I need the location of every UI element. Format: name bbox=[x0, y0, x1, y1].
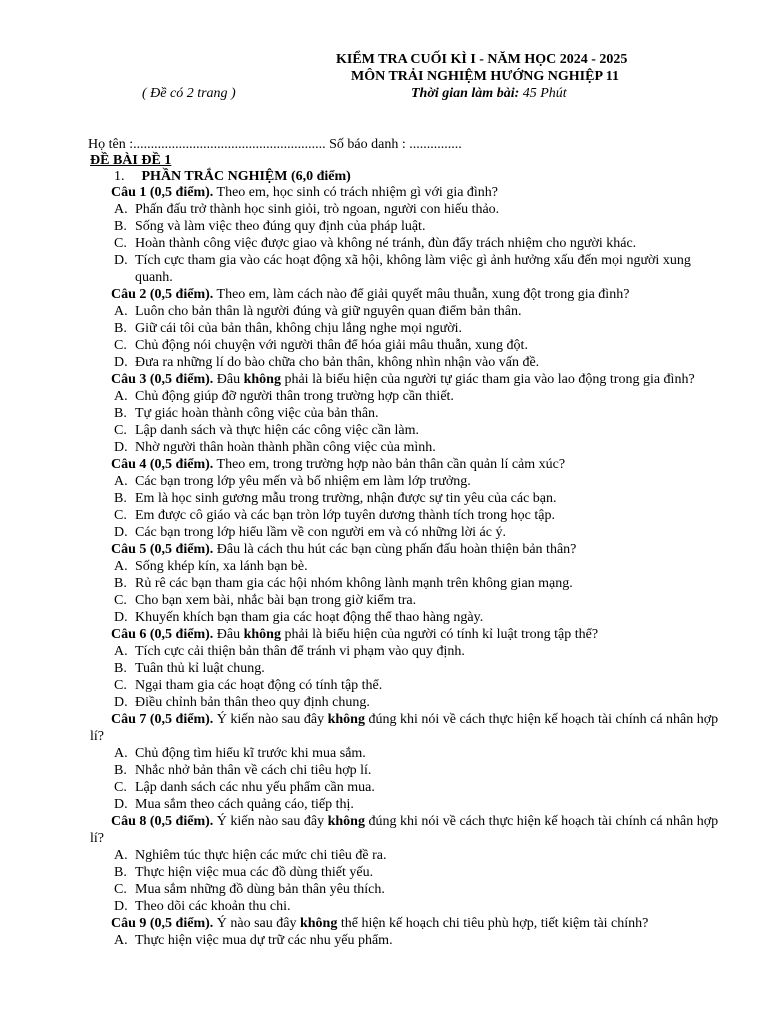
option-letter: B. bbox=[114, 491, 127, 506]
option-text: Tuân thủ kỉ luật chung. bbox=[135, 661, 265, 676]
question-label: Câu 9 (0,5 điểm). bbox=[111, 916, 214, 931]
question-2 bbox=[90, 286, 720, 371]
option-text: Em là học sinh gương mẫu trong trường, nhận được sự tin yêu của các bạn. bbox=[135, 491, 557, 506]
subject-title: MÔN TRẢI NGHIỆM HƯỚNG NGHIỆP 11 bbox=[351, 69, 619, 84]
option-letter: A. bbox=[114, 202, 128, 217]
answer-option bbox=[114, 592, 720, 609]
option-text: Lập danh sách và thực hiện các công việc cần làm. bbox=[135, 423, 419, 438]
question-stem bbox=[90, 371, 720, 388]
question-text: không bbox=[243, 372, 281, 387]
question-stem bbox=[90, 711, 720, 745]
option-letter: A. bbox=[114, 933, 128, 948]
question-stem bbox=[90, 184, 720, 201]
question-text: thể hiện kế hoạch chi tiêu phù hợp, tiết kiệm tài chính? bbox=[337, 916, 649, 931]
option-text: Các bạn trong lớp hiểu lầm về con người em và có những lời ác ý. bbox=[135, 525, 506, 540]
question-text: đúng khi nói về cách thực hiện kế hoạch tài chính cá nhân hợp lí? bbox=[90, 712, 719, 744]
option-letter: D. bbox=[114, 440, 128, 455]
option-letter: A. bbox=[114, 474, 128, 489]
option-letter: D. bbox=[114, 899, 128, 914]
option-letter: A. bbox=[114, 559, 128, 574]
question-4 bbox=[90, 456, 720, 541]
section-title: PHẦN TRẮC NGHIỆM (6,0 điểm) bbox=[141, 169, 351, 184]
answer-option bbox=[114, 405, 720, 422]
question-text: Theo em, trong trường hợp nào bản thân cần quản lí cảm xúc? bbox=[213, 457, 566, 472]
option-text: Mua sắm theo cách quảng cáo, tiếp thị. bbox=[135, 797, 354, 812]
question-stem bbox=[90, 286, 720, 303]
answer-option bbox=[114, 320, 720, 337]
option-letter: C. bbox=[114, 678, 127, 693]
option-letter: C. bbox=[114, 508, 127, 523]
question-6 bbox=[90, 626, 720, 711]
option-text: Đưa ra những lí do bào chữa cho bản thân, không nhìn nhận vào vấn đề. bbox=[135, 355, 540, 370]
question-text: phải là biểu hiện của người tự giác tham gia vào lao động trong gia đình? bbox=[280, 372, 695, 387]
option-text: Thực hiện việc mua dự trữ các nhu yếu phẩm. bbox=[135, 933, 393, 948]
answer-option bbox=[114, 898, 720, 915]
question-stem bbox=[90, 541, 720, 558]
option-text: Các bạn trong lớp yêu mến và bổ nhiệm em làm lớp trưởng. bbox=[135, 474, 471, 489]
exam-heading: ĐỀ BÀI ĐỀ 1 bbox=[90, 153, 172, 168]
question-text: Ý nào sau đây bbox=[213, 916, 300, 931]
question-8 bbox=[90, 813, 720, 915]
option-letter: D. bbox=[114, 695, 128, 710]
option-letter: D. bbox=[114, 525, 128, 540]
answer-option bbox=[114, 507, 720, 524]
option-letter: C. bbox=[114, 593, 127, 608]
answer-option bbox=[114, 779, 720, 796]
option-letter: D. bbox=[114, 355, 128, 370]
answer-option bbox=[114, 660, 720, 677]
answer-option bbox=[114, 745, 720, 762]
student-info-line: Họ tên :....................................................... Số báo danh : ............... bbox=[88, 137, 462, 152]
option-text: Tích cực tham gia vào các hoạt động xã hội, không làm việc gì ảnh hưởng xấu đến mọi người xung quanh. bbox=[135, 253, 691, 285]
time-info bbox=[411, 86, 567, 102]
answer-option bbox=[114, 677, 720, 694]
answer-option bbox=[114, 575, 720, 592]
option-letter: C. bbox=[114, 338, 127, 353]
option-letter: C. bbox=[114, 780, 127, 795]
option-text: Tự giác hoàn thành công việc của bản thân. bbox=[135, 406, 379, 421]
question-label: Câu 2 (0,5 điểm). bbox=[111, 287, 214, 302]
answer-option bbox=[114, 490, 720, 507]
answer-option bbox=[114, 643, 720, 660]
question-text: Đâu là cách thu hút các bạn cùng phấn đấu hoàn thiện bản thân? bbox=[213, 542, 577, 557]
question-stem bbox=[90, 915, 720, 932]
option-text: Nghiêm túc thực hiện các mức chi tiêu đề ra. bbox=[135, 848, 387, 863]
question-text: Đâu bbox=[213, 627, 244, 642]
question-7 bbox=[90, 711, 720, 813]
option-text: Giữ cái tôi của bản thân, không chịu lắng nghe mọi người. bbox=[135, 321, 463, 336]
answer-option bbox=[114, 354, 720, 371]
answer-option bbox=[114, 881, 720, 898]
answer-option bbox=[114, 932, 720, 949]
question-9 bbox=[90, 915, 720, 949]
question-text: Ý kiến nào sau đây bbox=[213, 814, 328, 829]
option-letter: A. bbox=[114, 746, 128, 761]
question-text: Theo em, học sinh có trách nhiệm gì với gia đình? bbox=[213, 185, 499, 200]
option-text: Ngại tham gia các hoạt động có tính tập thể. bbox=[135, 678, 383, 693]
option-letter: A. bbox=[114, 848, 128, 863]
question-text: Ý kiến nào sau đây bbox=[213, 712, 328, 727]
question-5 bbox=[90, 541, 720, 626]
exam-title-line1: KIỂM TRA CUỐI KÌ I - NĂM HỌC 2024 - 2025 bbox=[336, 52, 628, 67]
option-letter: B. bbox=[114, 865, 127, 880]
question-label: Câu 6 (0,5 điểm). bbox=[111, 627, 214, 642]
answer-option bbox=[114, 337, 720, 354]
option-letter: A. bbox=[114, 389, 128, 404]
question-stem bbox=[90, 626, 720, 643]
answer-option bbox=[114, 439, 720, 456]
answer-option bbox=[114, 218, 720, 235]
question-3 bbox=[90, 371, 720, 456]
option-text: Nhắc nhở bản thân về cách chi tiêu hợp lí. bbox=[135, 763, 372, 778]
option-letter: D. bbox=[114, 253, 128, 268]
question-stem bbox=[90, 813, 720, 847]
section-number: 1. bbox=[114, 169, 125, 184]
question-text: không bbox=[327, 712, 365, 727]
option-letter: B. bbox=[114, 406, 127, 421]
answer-option bbox=[114, 796, 720, 813]
option-text: Phấn đấu trở thành học sinh giỏi, trò ngoan, người con hiếu thảo. bbox=[135, 202, 500, 217]
question-label: Câu 8 (0,5 điểm). bbox=[111, 814, 214, 829]
question-label: Câu 3 (0,5 điểm). bbox=[111, 372, 214, 387]
question-label: Câu 1 (0,5 điểm). bbox=[111, 185, 214, 200]
option-text: Chủ động giúp đỡ người thân trong trường hợp cần thiết. bbox=[135, 389, 454, 404]
option-letter: C. bbox=[114, 236, 127, 251]
question-text: Theo em, làm cách nào để giải quyết mâu thuẫn, xung đột trong gia đình? bbox=[213, 287, 630, 302]
option-letter: A. bbox=[114, 304, 128, 319]
question-label: Câu 4 (0,5 điểm). bbox=[111, 457, 214, 472]
answer-option bbox=[114, 422, 720, 439]
option-text: Cho bạn xem bài, nhắc bài bạn trong giờ kiểm tra. bbox=[135, 593, 417, 608]
option-text: Sống và làm việc theo đúng quy định của pháp luật. bbox=[135, 219, 426, 234]
option-letter: B. bbox=[114, 321, 127, 336]
answer-option bbox=[114, 235, 720, 252]
option-letter: A. bbox=[114, 644, 128, 659]
option-text: Lập danh sách các nhu yếu phẩm cần mua. bbox=[135, 780, 375, 795]
option-text: Theo dõi các khoản thu chi. bbox=[135, 899, 291, 914]
option-text: Sống khép kín, xa lánh bạn bè. bbox=[135, 559, 308, 574]
question-label: Câu 7 (0,5 điểm). bbox=[111, 712, 214, 727]
option-text: Tích cực cải thiện bản thân để tránh vi phạm vào quy định. bbox=[135, 644, 465, 659]
question-text: đúng khi nói về cách thực hiện kế hoạch tài chính cá nhân hợp lí? bbox=[90, 814, 719, 846]
time-value: 45 Phút bbox=[522, 86, 567, 101]
section-heading bbox=[114, 169, 351, 185]
question-text: không bbox=[243, 627, 281, 642]
option-text: Hoàn thành công việc được giao và không né tránh, đùn đẩy trách nhiệm cho người khác. bbox=[135, 236, 637, 251]
question-text: phải là biểu hiện của người có tính kỉ luật trong tập thể? bbox=[280, 627, 599, 642]
option-letter: D. bbox=[114, 610, 128, 625]
option-letter: B. bbox=[114, 763, 127, 778]
answer-option bbox=[114, 762, 720, 779]
option-letter: C. bbox=[114, 882, 127, 897]
option-text: Luôn cho bản thân là người đúng và giữ nguyên quan điểm bản thân. bbox=[135, 304, 522, 319]
answer-option bbox=[114, 388, 720, 405]
question-stem bbox=[90, 456, 720, 473]
question-label: Câu 5 (0,5 điểm). bbox=[111, 542, 214, 557]
answer-option bbox=[114, 524, 720, 541]
option-text: Rủ rê các bạn tham gia các hội nhóm không lành mạnh trên không gian mạng. bbox=[135, 576, 573, 591]
option-letter: D. bbox=[114, 797, 128, 812]
option-text: Em được cô giáo và các bạn tròn lớp tuyên dương thành tích trong học tập. bbox=[135, 508, 555, 523]
question-list bbox=[90, 184, 720, 949]
option-text: Chủ động tìm hiểu kĩ trước khi mua sắm. bbox=[135, 746, 366, 761]
option-text: Mua sắm những đồ dùng bản thân yêu thích. bbox=[135, 882, 385, 897]
time-label: Thời gian làm bài: bbox=[411, 86, 520, 101]
option-text: Chủ động nói chuyện với người thân để hóa giải mâu thuẫn, xung đột. bbox=[135, 338, 528, 353]
option-text: Thực hiện việc mua các đồ dùng thiết yếu. bbox=[135, 865, 374, 880]
answer-option bbox=[114, 201, 720, 218]
option-text: Nhờ người thân hoàn thành phần công việc của mình. bbox=[135, 440, 436, 455]
option-letter: B. bbox=[114, 219, 127, 234]
option-text: Điều chỉnh bản thân theo quy định chung. bbox=[135, 695, 370, 710]
question-text: không bbox=[327, 814, 365, 829]
option-letter: B. bbox=[114, 661, 127, 676]
answer-option bbox=[114, 252, 720, 286]
question-text: Đâu bbox=[213, 372, 244, 387]
answer-option bbox=[114, 864, 720, 881]
answer-option bbox=[114, 694, 720, 711]
answer-option bbox=[114, 558, 720, 575]
pages-note: ( Đề có 2 trang ) bbox=[142, 86, 236, 101]
option-letter: C. bbox=[114, 423, 127, 438]
question-1 bbox=[90, 184, 720, 286]
question-text: không bbox=[299, 916, 338, 931]
answer-option bbox=[114, 609, 720, 626]
option-letter: B. bbox=[114, 576, 127, 591]
answer-option bbox=[114, 473, 720, 490]
answer-option bbox=[114, 847, 720, 864]
option-text: Khuyến khích bạn tham gia các hoạt động thể thao hàng ngày. bbox=[135, 610, 484, 625]
answer-option bbox=[114, 303, 720, 320]
